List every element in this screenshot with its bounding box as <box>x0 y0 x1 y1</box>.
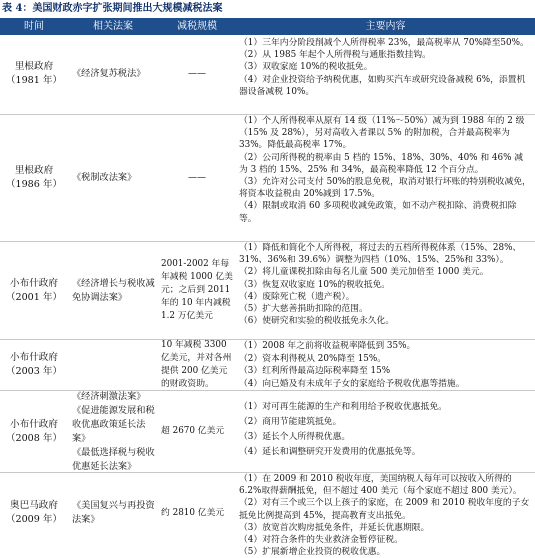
content-item: （3）延长个人所得税优惠。 <box>239 432 351 442</box>
content-item: （1）降低和简化个人所得税，将过去的五档所得税体系（15%、28%、31%、36%和 39.6%）调整为四档（10%、15%、25%和 33%）。 <box>239 243 522 266</box>
content-item: （6）使研究和实验的税收抵免永久化。 <box>239 316 395 327</box>
content-list <box>239 473 531 558</box>
content-item: （1）三年内分阶段削减个人所得税率 23%，最高税率从 70%降至50%。 <box>239 38 529 48</box>
law-cell: 《美国复兴与再投资法案》 <box>72 500 155 525</box>
header-content: 主要内容 <box>365 21 406 32</box>
table-title: 表 4：美国财政赤字扩张期间推出大规模减税法案 <box>2 3 223 14</box>
content-item: （3）允许对公司支付 50%的股息免税，取消对银行坏账的特别税收减免，将资本收益税由 20%减到 17.5%。 <box>239 177 531 200</box>
law-cell: 《经济复苏税法》 <box>72 68 146 79</box>
scale-cell: —— <box>188 173 206 183</box>
content-item: （4）向已婚及有未成年子女的家庭给予税收优惠等措施。 <box>239 378 465 389</box>
content-item: （3）红利所得最高边际税率降至 15% <box>239 366 391 377</box>
government-cell: 里根政府 （1986 年） <box>5 165 63 190</box>
government-cell: 奥巴马政府 （2009 年） <box>5 500 63 525</box>
content-list <box>239 115 531 225</box>
content-item: （3）双收家庭 10%的税收抵免。 <box>239 62 373 73</box>
law-cell: 《税制改法案》 <box>72 172 137 183</box>
content-item: （2）资本利得税从 20%降至 15%。 <box>239 353 387 364</box>
law-cell: 《经济刺激法案》 《促进能源发展和税收优惠政策延长法案》 《最低选择税与税收优惠延长法案》 <box>72 390 155 472</box>
scale-cell: 10 年减税 3300 亿美元，并对各州提供 200 亿美元的财政资助。 <box>161 340 232 389</box>
content-item: （2）将儿童课税扣除由每名儿童 500 美元加倍至 1000 美元。 <box>239 267 489 278</box>
government-cell: 小布什政府 （2003 年） <box>5 352 63 377</box>
content-item: （3）恢复双收家庭 10%的税收抵免。 <box>239 279 391 290</box>
scale-cell: —— <box>188 69 206 79</box>
header-law: 相关法案 <box>93 21 133 32</box>
content-item: （3）放宽首次购房抵免条件，并延长优惠期限。 <box>239 522 430 533</box>
content-item: （5）扩大慈善捐助扣除的范围。 <box>239 304 368 315</box>
content-item: （1）个人所得税率从原有 14 级（11%～50%）减为到 1988 年的 2 级（15% 及 28%），另对高收入者课以 5% 的附加税，合并最高税率为 33%。降低最高税率 17%。 <box>239 116 525 151</box>
content-item: （4）对企业投资给予纳税优惠，如购买汽车或研究设备减税 6%，添置机器设备减税 10%。 <box>239 74 526 97</box>
content-item: （2）公司所得税的税率由 5 档的 15%、18%、30%、40% 和 46% 减为 3 档的 15%、25% 和 34%，最高税率降低 12 个百分点。 <box>239 152 524 175</box>
header-time: 时间 <box>24 21 44 32</box>
government-cell: 小布什政府 （2008 年） <box>5 418 63 444</box>
content-list <box>239 400 531 460</box>
content-item: （4）限制或取消 60 多项税收减免政策，如不动产税扣除、消费税扣除等。 <box>239 201 517 224</box>
scale-cell: 约 2810 亿美元 <box>161 507 225 518</box>
government-cell: 里根政府 （1981 年） <box>5 61 63 86</box>
content-item: （1）在 2009 和 2010 税收年度，美国纳税人每年可以按收入所得的 6.2%取得薪酬抵免，但不超过 400 美元（每个家庭不超过 800 美元）。 <box>239 474 522 497</box>
content-item: （4）延长和调整研究开发费用的优惠抵免等。 <box>239 447 421 457</box>
scale-cell: 超 2670 亿美元 <box>161 426 225 436</box>
table-body <box>0 35 535 558</box>
content-list <box>239 340 531 390</box>
government-cell: 小布什政府 （2001 年） <box>5 277 63 303</box>
table-header <box>0 18 535 35</box>
content-list <box>239 37 531 98</box>
content-list <box>239 242 531 327</box>
content-item: （2）对有三个或三个以上孩子的家庭，在 2009 和 2010 税收年度的子女抵免比例提高到 45%，提高教育支出抵免。 <box>239 498 530 521</box>
content-item: （5）扩展新增企业投资的税收优惠。 <box>239 547 386 558</box>
content-item: （1）2008 年之前将收益税率降低到 35%。 <box>239 341 416 351</box>
content-item: （1）对可再生能源的生产和利用给予税收优惠抵免。 <box>239 402 447 412</box>
law-cell: 《经济增长与税收减免协调法案》 <box>72 277 155 303</box>
content-item: （4）对符合条件的失业救济金暂停征税。 <box>239 535 403 546</box>
content-item: （4）废除死亡税（遗产税）。 <box>239 291 355 302</box>
content-item: （2）商用节能建筑抵免。 <box>239 417 342 427</box>
scale-cell: 2001-2002 年每年减税 1000 亿美元；之后到 2011 年的 10 年内减税 1.2 万亿美元 <box>161 259 233 321</box>
content-item: （2）从 1985 年起个人所得税与通胀指数挂钩。 <box>239 50 431 61</box>
header-scale: 减税规模 <box>177 21 217 32</box>
